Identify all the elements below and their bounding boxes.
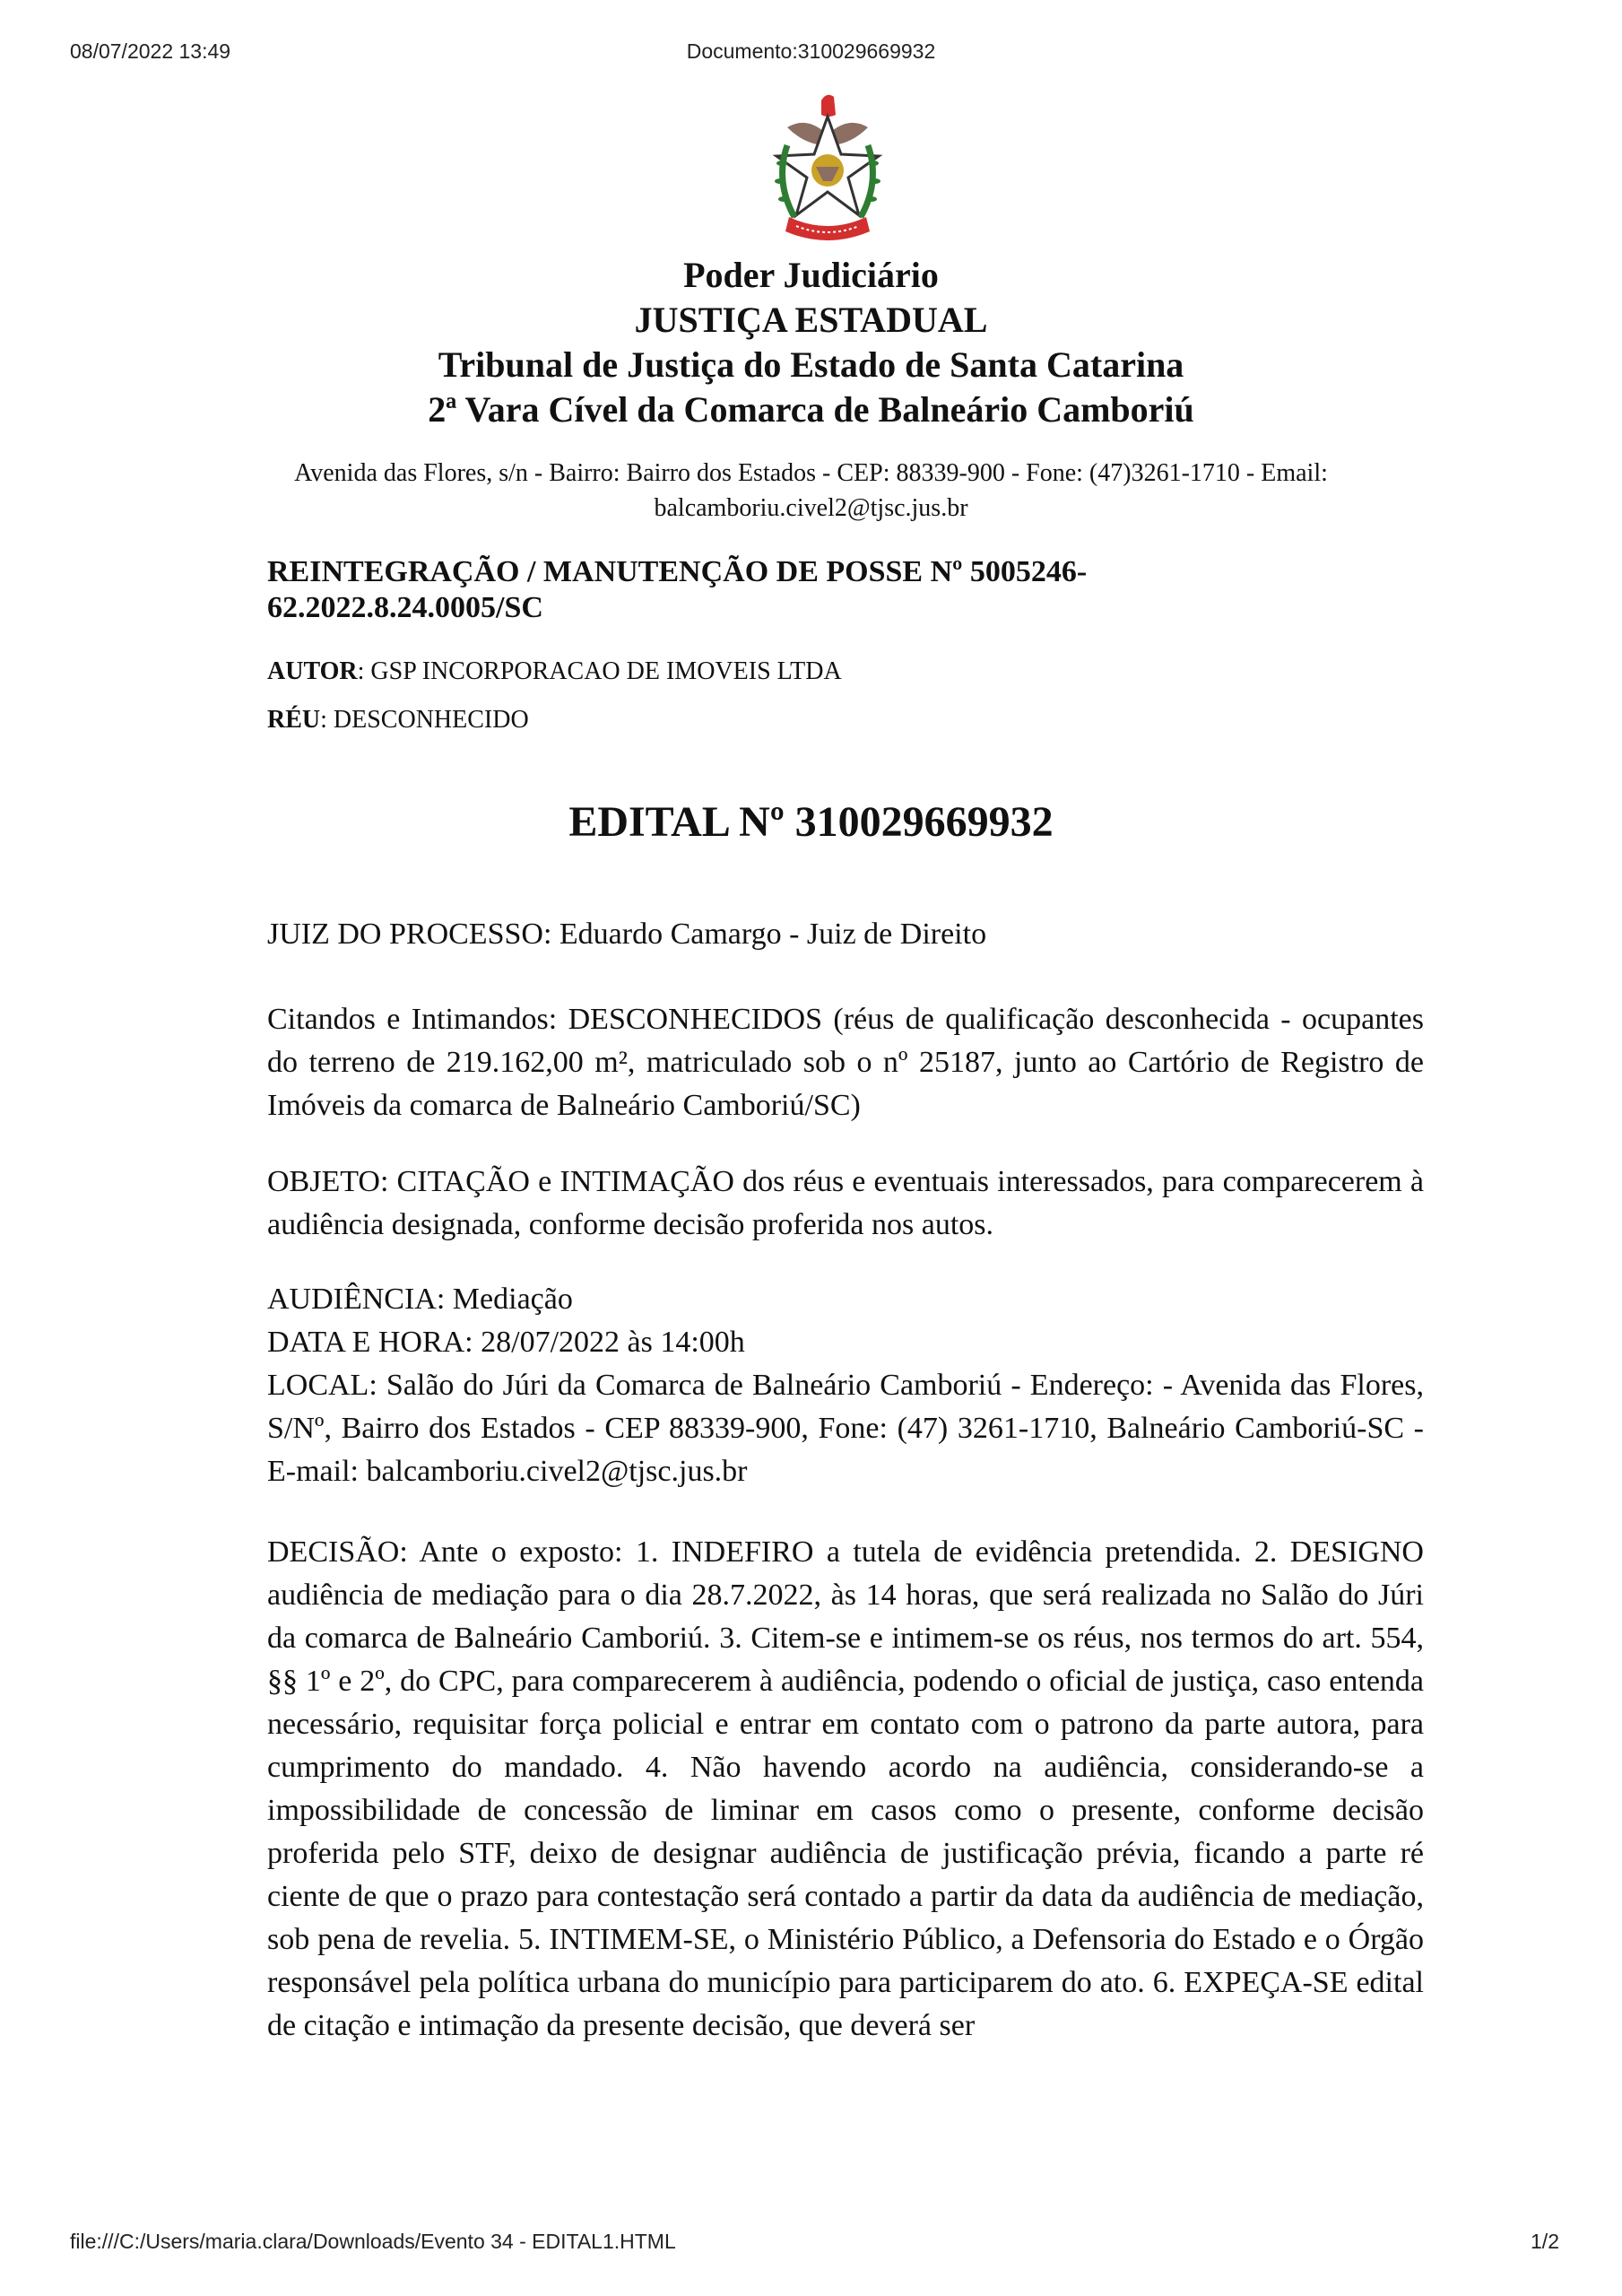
process-title — [267, 554, 1424, 626]
court-header — [0, 253, 1622, 432]
audiencia-tipo: AUDIÊNCIA: Mediação — [267, 1283, 573, 1316]
autor-value: : GSP INCORPORACAO DE IMOVEIS LTDA — [357, 657, 842, 685]
audiencia-local: LOCAL: Salão do Júri da Comarca de Balneário Camboriú - Endereço: - Avenida das Flores, S/Nº, Bairro dos Estados - CEP 88339-900, Fone: (47) 3261-1710, Balneário Camboriú-SC - E-mail: balcamboriu.civel2@tjsc.jus.br — [267, 1369, 1424, 1488]
court-line-1: Poder Judiciário — [683, 255, 939, 295]
citandos-paragraph: Citandos e Intimandos: DESCONHECIDOS (réus de qualificação desconhecida - ocupantes do terreno de 219.162,00 m², matriculado sob o nº 25187, junto ao Cartório de Registro de Imóveis da comarca de Balneário Camboriú/SC) — [267, 1003, 1424, 1122]
party-autor — [267, 657, 1424, 687]
reu-label: RÉU — [267, 706, 321, 734]
court-line-3: Tribunal de Justiça do Estado de Santa Catarina — [438, 344, 1184, 385]
coat-of-arms-icon — [769, 91, 886, 251]
court-address — [242, 456, 1380, 526]
print-datetime: 08/07/2022 13:49 — [70, 39, 231, 63]
court-line-2: JUSTIÇA ESTADUAL — [634, 300, 988, 340]
print-page-number: 1/2 — [1531, 2230, 1559, 2253]
process-line-1: REINTEGRAÇÃO / MANUTENÇÃO DE POSSE Nº 5005246- — [267, 555, 1088, 588]
process-line-2: 62.2022.8.24.0005/SC — [267, 591, 543, 624]
print-file-path: file:///C:/Users/maria.clara/Downloads/Evento 34 - EDITAL1.HTML — [70, 2230, 676, 2253]
audiencia-block — [267, 1278, 1424, 1493]
print-document-id: Documento:310029669932 — [686, 39, 936, 63]
edital-title: EDITAL Nº 310029669932 — [568, 798, 1054, 846]
juiz-paragraph: JUIZ DO PROCESSO: Eduardo Camargo - Juiz de Direito — [267, 918, 987, 951]
court-line-4: 2ª Vara Cível da Comarca de Balneário Camboriú — [428, 389, 1194, 430]
reu-value: : DESCONHECIDO — [320, 706, 529, 734]
autor-label: AUTOR — [267, 657, 358, 685]
address-line-2: balcamboriu.civel2@tjsc.jus.br — [654, 494, 968, 522]
objeto-paragraph: OBJETO: CITAÇÃO e INTIMAÇÃO dos réus e eventuais interessados, para comparecerem à audiência designada, conforme decisão proferida nos autos. — [267, 1165, 1424, 1241]
audiencia-data-hora: DATA E HORA: 28/07/2022 às 14:00h — [267, 1326, 745, 1359]
decisao-paragraph: DECISÃO: Ante o exposto: 1. INDEFIRO a tutela de evidência pretendida. 2. DESIGNO audiência de mediação para o dia 28.7.2022, às 14 horas, que será realizada no Salão do Júri da comarca de Balneário Camboriú. 3. Citem-se e intimem-se os réus, nos termos do art. 554, §§ 1º e 2º, do CPC, para comparecerem à audiência, podendo o oficial de justiça, caso entenda necessário, requisitar força policial e entrar em contato com o patrono da parte autora, para cumprimento do mandado. 4. Não havendo acordo na audiência, considerando-se a impossibilidade de concessão de liminar em casos como o presente, conforme decisão proferida pelo STF, deixo de designar audiência de justificação prévia, ficando a parte ré ciente de que o prazo para contestação será contado a partir da data da audiência de mediação, sob pena de revelia. 5. INTIMEM-SE, o Ministério Público, a Defensoria do Estado e o Órgão responsável pela política urbana do município para participarem do ato. 6. EXPEÇA-SE edital de citação e intimação da presente decisão, que deverá ser — [267, 1535, 1424, 2042]
party-reu — [267, 705, 1424, 735]
address-line-1: Avenida das Flores, s/n - Bairro: Bairro dos Estados - CEP: 88339-900 - Fone: (47)3261-1710 - Email: — [294, 459, 1328, 487]
